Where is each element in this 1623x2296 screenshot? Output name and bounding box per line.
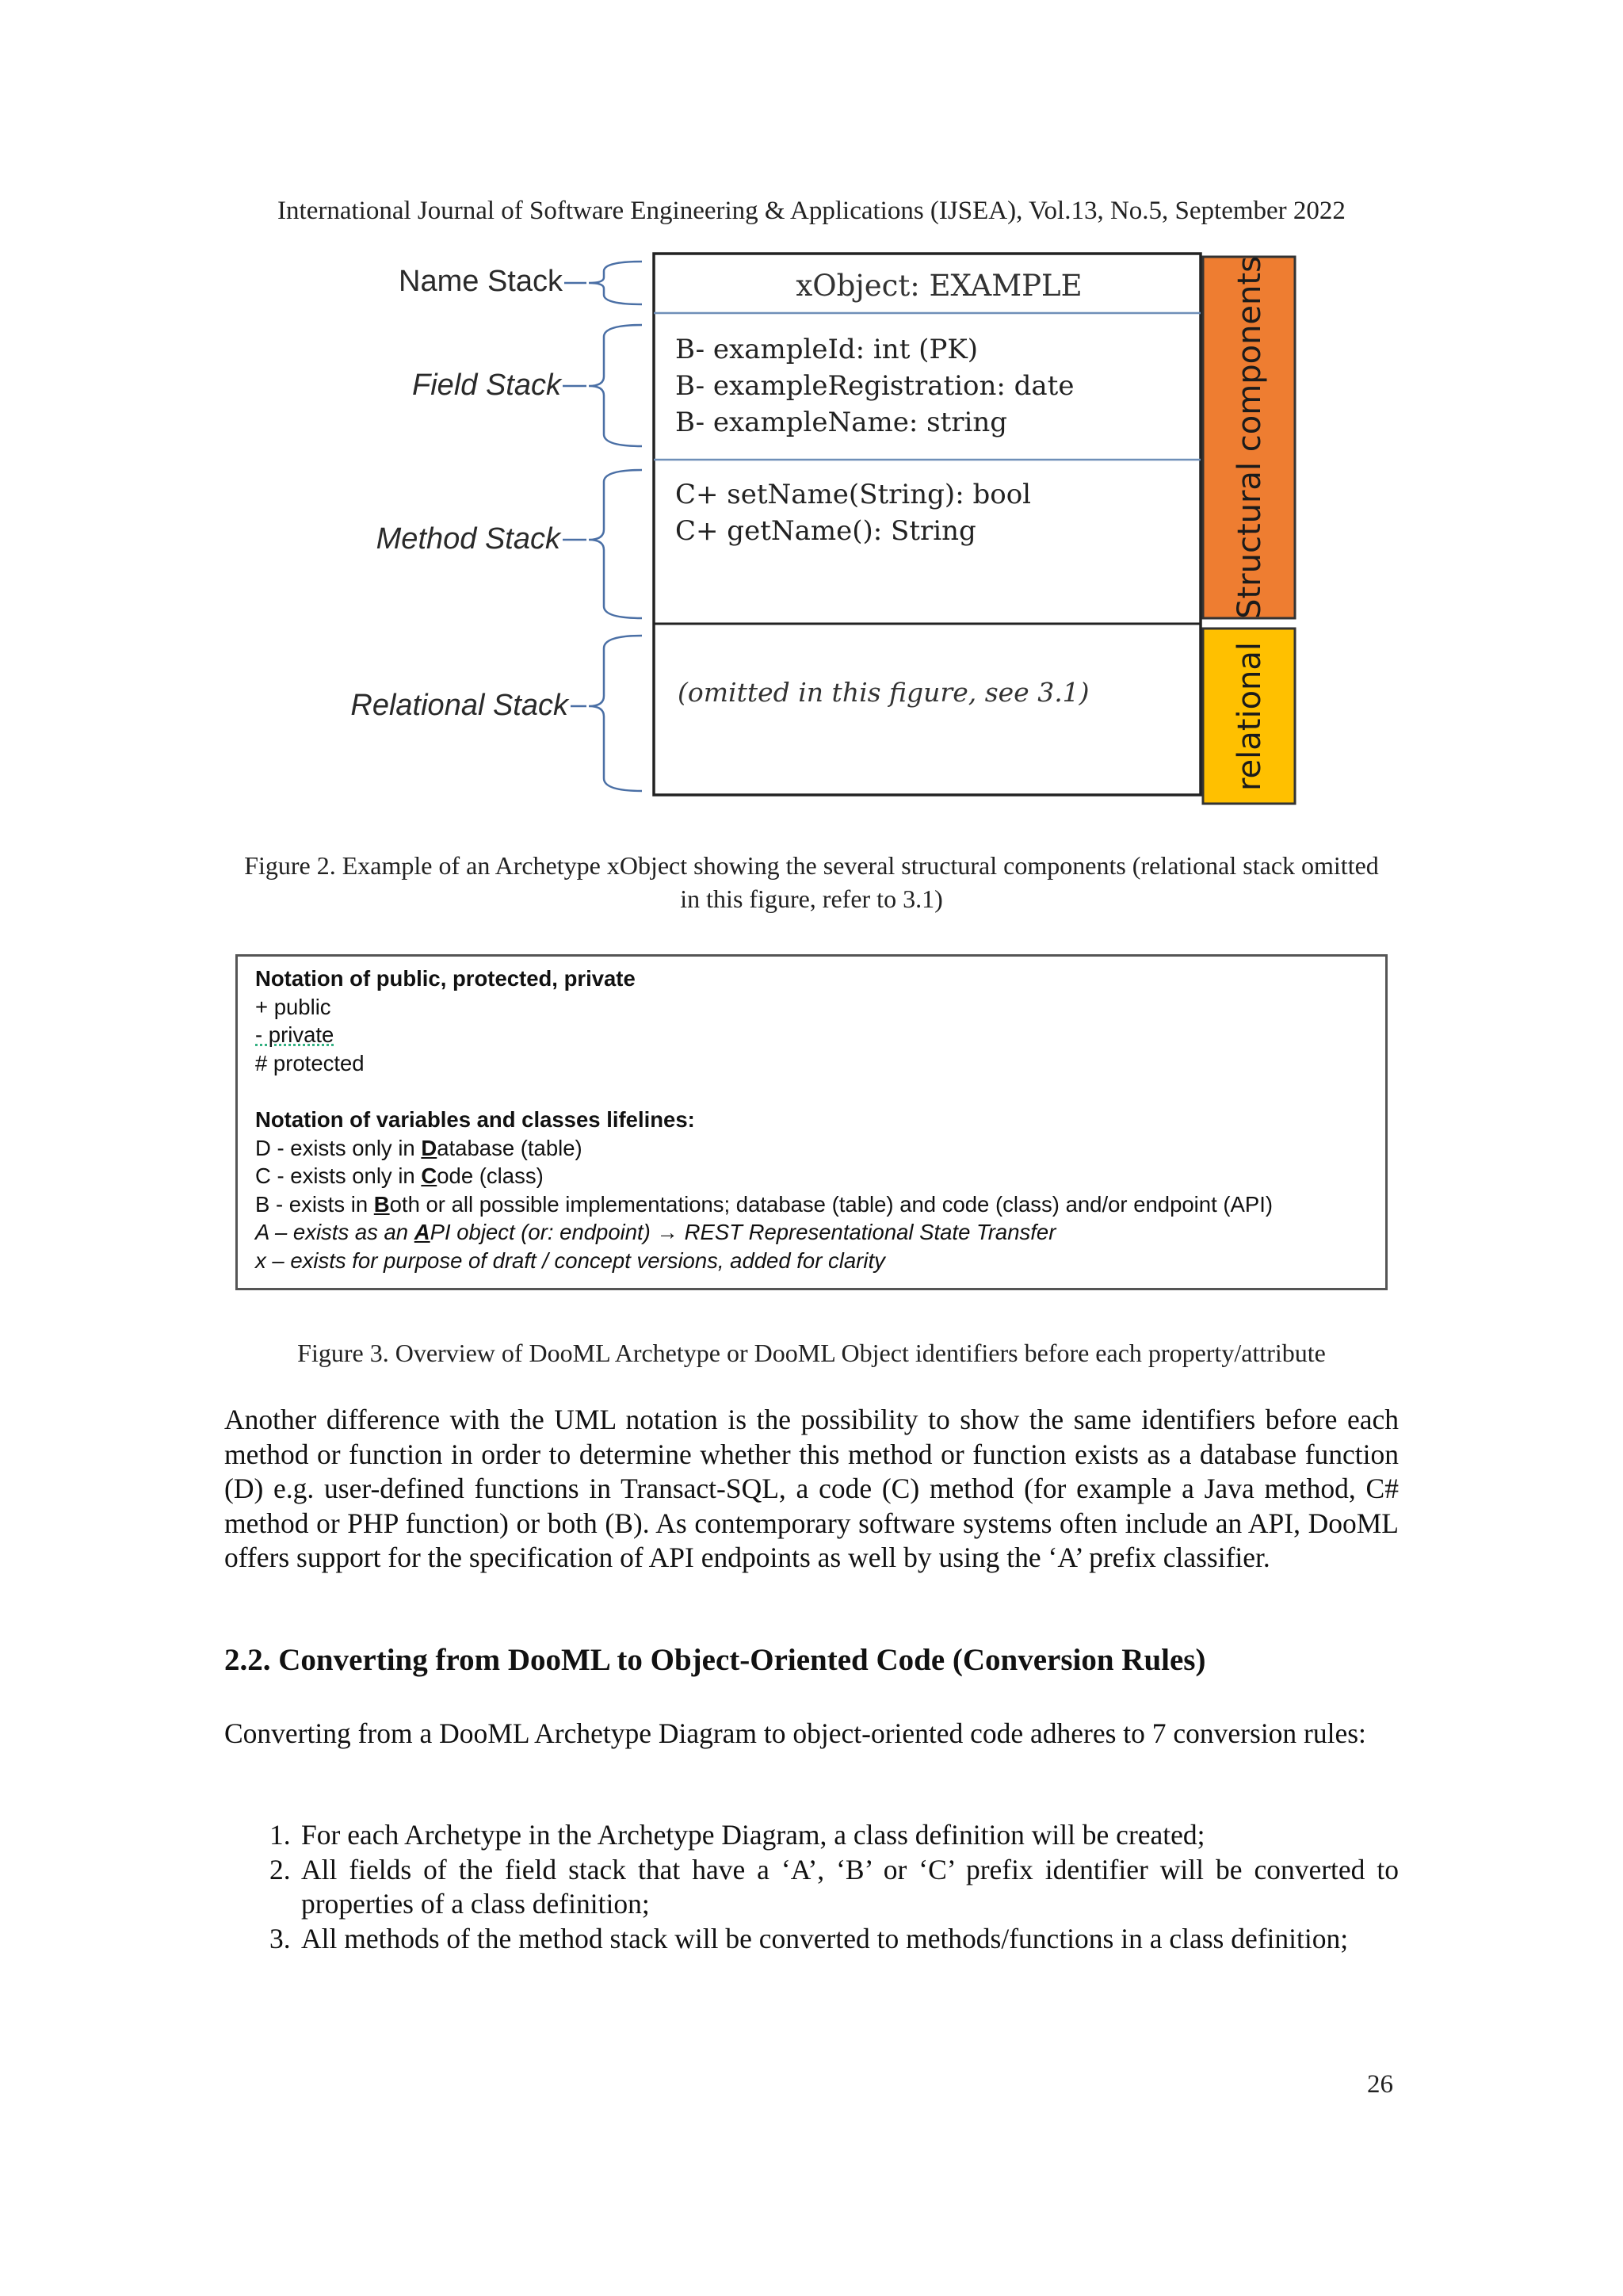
label-name-stack: Name Stack xyxy=(399,265,563,298)
label-method-stack: Method Stack xyxy=(376,522,560,556)
list-item: 3. All methods of the method stack will be converted to methods/functions in a class definition; xyxy=(269,1922,1349,1954)
list-item: 1. For each Archetype in the Archetype Diagram, a class definition will be created; xyxy=(269,1819,1205,1851)
figure-2-caption: Figure 2. Example of an Archetype xObject showing the several structural components (relational stack omitted in this figure, refer to 3.1) xyxy=(244,851,1379,913)
field-row: B- exampleId: int (PK) xyxy=(675,334,978,365)
lifeline-api: A – exists as an API object (or: endpoint) → REST Representational State Transfer xyxy=(255,1220,1056,1244)
relational-note: (omitted in this figure, see 3.1) xyxy=(678,677,1090,708)
figure-2-diagram xyxy=(325,246,1308,816)
paragraph-conversion-intro: Converting from a DooML Archetype Diagram to object-oriented code adheres to 7 conversion rules: xyxy=(224,1717,1366,1749)
page-number: 26 xyxy=(1367,2070,1393,2099)
relational-label: relational xyxy=(1232,641,1268,792)
list-item: 2. All fields of the field stack that have a ‘A’, ‘B’ or ‘C’ prefix identifier will be converted to properties of a class definition; xyxy=(269,1853,1399,1920)
conversion-rules-list xyxy=(269,1818,1399,1956)
structural-components-label: Structural components xyxy=(1232,256,1268,619)
notation-protected: # protected xyxy=(255,1050,365,1075)
lifeline-database: D - exists only in Database (table) xyxy=(255,1135,582,1160)
field-row: B- exampleRegistration: date xyxy=(675,370,1075,402)
notation-public: + public xyxy=(255,994,331,1019)
figure-3-caption: Figure 3. Overview of DooML Archetype or DooML Object identifiers before each property/attribute xyxy=(297,1339,1326,1367)
notation-visibility-title: Notation of public, protected, private xyxy=(255,966,636,991)
section-heading: 2.2. Converting from DooML to Object-Oriented Code (Conversion Rules) xyxy=(224,1643,1206,1677)
lifeline-both: B - exists in Both or all possible implementations; database (table) and code (class) and/or endpoint (API) xyxy=(255,1191,1274,1217)
method-row: C+ getName(): String xyxy=(675,515,976,547)
object-title: xObject: EXAMPLE xyxy=(796,269,1083,303)
paragraph-uml-difference: Another difference with the UML notation is the possibility to show the same identifiers before each method or function in order to determine whether this method or function exists as a database function (D) e.g. user-defined functions in Transact-SQL, a code (C) method (for example a Java method, C# method or PHP function) or both (B). As contemporary software systems often include an API, DooML offers support for the specification of API endpoints as well by using the ‘A’ prefix classifier. xyxy=(224,1404,1399,1573)
method-row: C+ setName(String): bool xyxy=(675,479,1032,510)
lifeline-code: C - exists only in Code (class) xyxy=(255,1163,544,1188)
notation-lifelines-title: Notation of variables and classes lifelines: xyxy=(255,1107,695,1132)
field-row: B- exampleName: string xyxy=(675,407,1008,438)
journal-header: International Journal of Software Engineering & Applications (IJSEA), Vol.13, No.5, September 2022 xyxy=(277,197,1346,225)
label-relational-stack: Relational Stack xyxy=(350,689,568,722)
notation-private: - private xyxy=(255,1022,334,1047)
figure-3-notation-box xyxy=(235,954,1388,1290)
lifeline-draft: x – exists for purpose of draft / concept versions, added for clarity xyxy=(255,1247,885,1273)
stack-braces xyxy=(563,262,642,791)
label-field-stack: Field Stack xyxy=(412,369,561,402)
